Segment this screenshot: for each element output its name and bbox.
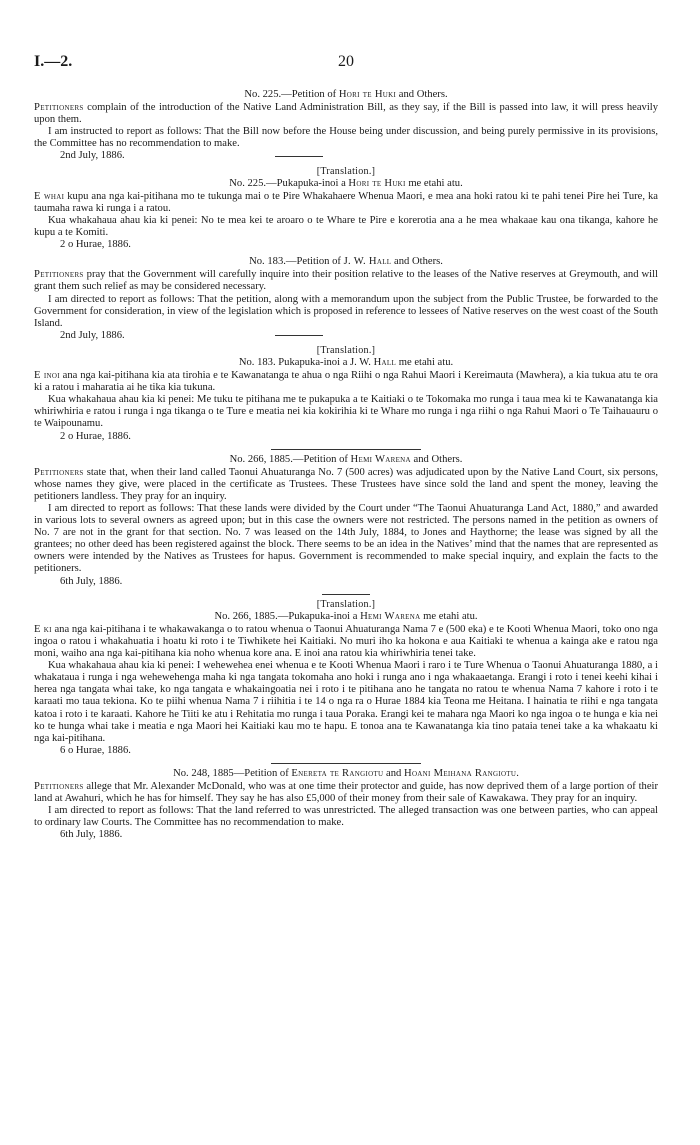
report-date: 2nd July, 1886. — [60, 150, 125, 162]
committee-report: Kua whakahaua ahau kia ki penei: Me tuku te pitihana me te pukapuka a te Kaitiaki o te Tokomaka mo runga i taua mea ki te Kawanatanga kia whiriwhiria e ratou i runga i nga tikanga o te Ture e meatia nei kia kokirihia ki te Whare mo runga i nga riihi o nga Rahui Maori o Te Taihauauru o te Waipounamu. — [34, 394, 658, 430]
committee-report: Kua whakahaua ahau kia ki penei: I wehewehea enei whenua e te Kooti Whenua Maori i raro i te Ture Whenua o Taonui Ahuaturanga 1880, a i whakataua i runga i nga wehewehenga maha ki nga tangata tokomaha ano hoki i runga ano i nga whakaaetanga. Erangi i roto i tenei keehi kihai i herea nga tangata whai take, ko nga tangata e whakaingoatia nei i roto i te pitihana ano he tangata no ratou te whenua Nama 7 kahore i roto i te karaati mo taua tekiona. Ko te piihi whenua Nama 7 i riihitia i te 14 o nga ra o Hurae 1884 kia Teona me Heitana. I hainatia te riihi e nga tangata katoa i roto i te karaati. Kahore he Tiiti ke atu i Rehitatia mo runga i taua Poraka. Erangi kei te mahara nga Maori ko nga ingoa o te hunga e kia nei ko te hunga whai take i meatia e nga Maori hei Kaitiaki kau mo te hapu. E tonoa ana te Kawanatanga kia tino pataia tenei take a ka whakaatu ki nga kai-pitihana. — [34, 660, 658, 744]
section-divider — [271, 449, 421, 450]
petition-title: No. 266, 1885.—Petition of Hemi Warena and Others. — [229, 453, 463, 465]
petition-title: No. 183. Pukapuka-inoi a J. W. Hall me etahi atu. — [238, 356, 454, 368]
petition-266 — [34, 454, 658, 588]
petition-225-translation — [34, 166, 658, 252]
petition-summary: E whai kupu ana nga kai-pitihana mo te tukunga mai o te Pire Whakahaere Whenua Maori, e mea ana hoki ratou ki te pahi tenei Pire hei Ture, ka taumaha rawa ki runga i a ratou. — [34, 190, 658, 214]
translation-label: [Translation.] — [316, 344, 376, 356]
translation-label: [Translation.] — [316, 598, 376, 610]
petition-title: No. 183.—Petition of J. W. Hall and Others. — [249, 256, 443, 268]
report-date: 2nd July, 1886. — [60, 329, 125, 341]
page-content — [34, 89, 658, 841]
section-divider — [271, 763, 421, 764]
paper-reference: I.—2. — [34, 53, 73, 70]
report-date: 2 o Hurae, 1886. — [60, 430, 131, 442]
petition-summary: Petitioners complain of the introduction of the Native Land Administration Bill, as they say, if the Bill is passed into law, it will press heavily upon them. — [34, 102, 658, 126]
committee-report: Kua whakahaua ahau kia ki penei: No te mea kei te aroaro o te Whare te Pire e korerotia ana a he mea whakaae kau ona tikanga, kahore he kupu a te Komiti. — [34, 214, 658, 239]
petition-183 — [34, 256, 658, 342]
report-date: 2 o Hurae, 1886. — [60, 239, 131, 251]
petition-title: No. 266, 1885.—Pukapuka-inoi a Hemi Warena me etahi atu. — [214, 610, 478, 622]
petition-summary: Petitioners state that, when their land called Taonui Ahuaturanga No. 7 (500 acres) was adjudicated upon by the Native Land Court, six persons, whose names they give, were placed in the certificate as Trustees. These Trustees have since sold the land and spent the money, leaving the petitioners landless. They pray for an inquiry. — [34, 466, 658, 502]
page-header — [34, 53, 658, 76]
petition-266-translation — [34, 599, 658, 757]
committee-report: I am directed to report as follows: That these lands were divided by the Court under “The Taonui Ahuaturanga Land Act, 1880,” and awarded in various lots to several owners as agreed upon; but in this case the owners were not restricted. The persons named in the petition as owners of No. 7 are not in the grant for that section. No. 7 was leased on the 14th July, 1884, to Jones and Haythorne; the lease was signed by all the grantees; no other deed has been registered against the block. There seems to be an idea in the Natives’ mind that the names that are represented as owners were intended by the Natives as Trustees for hapus. Government is recommended to make special inquiry, and explain the facts to the petitioners. — [34, 503, 658, 575]
report-date: 6th July, 1886. — [60, 829, 123, 841]
report-date: 6 o Hurae, 1886. — [60, 744, 131, 756]
short-rule — [275, 156, 323, 157]
short-rule — [275, 335, 323, 336]
report-date: 6th July, 1886. — [60, 575, 123, 587]
petition-summary: E inoi ana nga kai-pitihana kia ata tirohia e te Kawanatanga te ahua o nga Riihi o nga Rahui Maori i Kereimauta (Mawhera), a kia tukua atu te ora ki a ratou i maharatia ai he tika kia tukuna. — [34, 370, 658, 394]
petition-summary: Petitioners pray that the Government will carefully inquire into their position relative to the leases of the Native reserves at Greymouth, and will grant them such relief as may be considered necessary. — [34, 269, 658, 293]
petition-summary: Petitioners allege that Mr. Alexander McDonald, who was at one time their protector and guide, has now deprived them of a large portion of their land at Awahuri, which he has for himself. They say he has also £5,000 of their money from their sale of Kawakawa. They pray for an inquiry. — [34, 780, 658, 805]
petition-225 — [34, 89, 658, 163]
petition-title: No. 225.—Pukapuka-inoi a Hori te Huki me etahi atu. — [229, 177, 463, 189]
petition-summary: E ki ana nga kai-pitihana i te whakawakanga o to ratou whenua o Taonui Ahuaturanga Nama 7 e (500 eka) e te Kooti Whenua Maori, toko ono nga ingoa o ratou i whakahuatia i hoatu ki roto i te Tiwhikete hei Kaitiaki. No muri iho ka hokona e aua Kaitiaki te whenua a kainga ake e ratou nga moni, waiho ana nga kai-pitihana kia noho whenua kore ana. E inoi ana ratou kia whiriwhiria tenei take. — [34, 623, 658, 660]
committee-report: I am instructed to report as follows: That the Bill now before the House being under discussion, and being purely permissive in its provisions, the Committee has no recommendation to make. — [34, 126, 658, 150]
petition-title: No. 225.—Petition of Hori te Huki and Others. — [244, 89, 448, 100]
petition-248 — [34, 768, 658, 842]
translation-label: [Translation.] — [316, 165, 376, 177]
committee-report: I am directed to report as follows: That the petition, along with a memorandum upon the subject from the Public Trustee, be forwarded to the Government for consideration, in view of the legislation which is proposed in reference to lessees of Native reserves on the west coast of the South Island. — [34, 293, 658, 329]
petition-183-translation — [34, 345, 658, 443]
page-number: 20 — [338, 53, 354, 70]
committee-report: I am directed to report as follows: That the land referred to was unrestricted. The alleged transaction was one between parties, who can appeal to ordinary law Courts. The Committee has no recommendation to make. — [34, 805, 658, 829]
petition-title: No. 248, 1885—Petition of Enereta te Rangiotu and Hoani Meihana Rangiotu. — [173, 767, 519, 779]
short-rule — [322, 594, 370, 595]
